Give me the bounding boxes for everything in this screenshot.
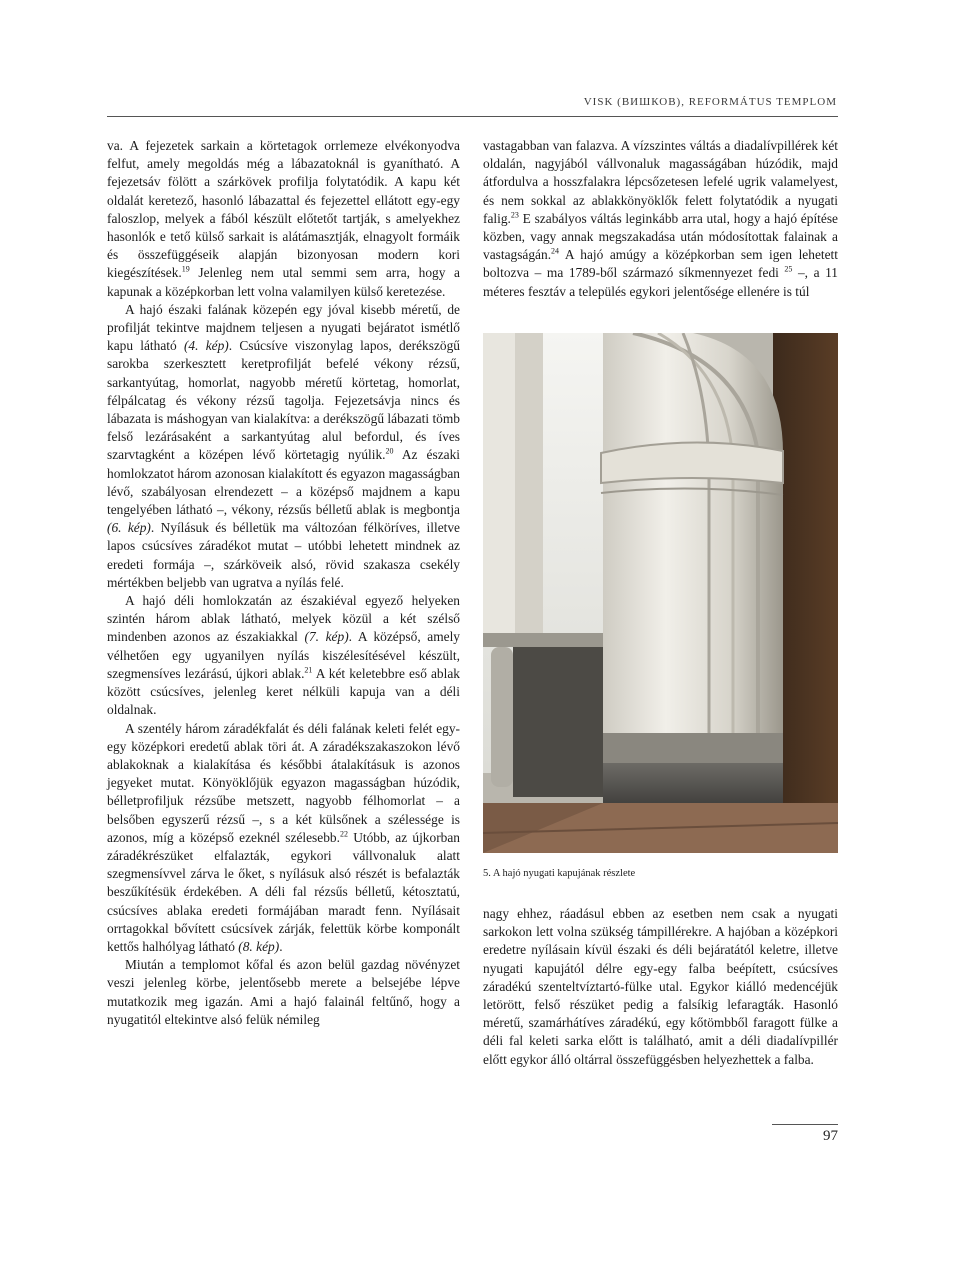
right-column-top bbox=[483, 137, 838, 301]
footnote-ref-19[interactable]: 19 bbox=[181, 264, 190, 274]
paragraph-1: va. A fejezetek sarkain a körtetagok orrlemeze elvékonyodva felfut, amely megoldás még a lábazatoknál is gyanítható. A fejezetsáv fölött a szárkövek profilja folytatódik. A kapu két oldalát keretező, hasonló lábazattal és fejezettel ellátott egy-egy faloszlop, melyek a fából készült előtetőt tartják, s amelyekhez hasonlók e tető külső sarkait is alátámasztják, elnagyolt formáik és összefüggéseik alapján bizonyosan modern kori kiegészítések.$^{19}$ Jelenleg nem utal semmi sem arra, hogy a kapunak a középkorban lett volna valamilyen külső keretezése. bbox=[107, 138, 460, 299]
page-number: 97 bbox=[823, 1128, 838, 1144]
footnote-ref-22[interactable]: 22 bbox=[339, 829, 348, 839]
left-column bbox=[107, 137, 460, 1029]
footnote-ref-25[interactable]: 25 bbox=[784, 264, 793, 274]
footnote-ref-23[interactable]: 23 bbox=[510, 210, 519, 220]
figure-caption: 5. A hajó nyugati kapujának részlete bbox=[483, 868, 636, 879]
figure-ref-8[interactable]: (8. kép) bbox=[238, 938, 280, 954]
footnote-ref-24[interactable]: 24 bbox=[551, 246, 560, 256]
footnote-ref-21[interactable]: 21 bbox=[304, 665, 313, 675]
running-header: VISK (ВИШКОВ), REFORMÁTUS TEMPLOM bbox=[583, 96, 837, 108]
paragraph-5: Miután a templomot kőfal és azon belül gazdag növényzet veszi jelenleg körbe, jelentősebb merete a belsejébe lépve mutatkozik meg igazán. Ami a hajó falainál feltűnő, hogy a nyugatitól eltekintve alsó felük némileg bbox=[107, 957, 460, 1027]
paragraph-4: A szentély három záradékfalát és déli falának keleti felét egy-egy középkori eredetű ablak töri át. A záradékszakaszokon lévő ablakoknak a kialakítása és későbbi átalakításuk is azonos jegyeket mutat. Könyöklőjük egyazon magasságban húzódik, bélletprofiljuk rézsűbe metszett, nagyobb félhomorlat – a belsőben egyszerű rézsű –, s a két külsőnek a szélessége is azonos, míg a középső ezeknél szélesebb.$^{22}$ Utóbb, az újkorban záradékrészüket elfalazták, egykori vállvonaluk alatt szegmensívvel zárva le őket, s nyílásuk alsó részét is befalazták beszűkítésük érdekében. A déli fal rézsűs bélletű, kétosztatú, csúcsíves ablaka eredeti formájában maradt fenn. Nyílásait orrtagokkal bővített csúcsívek zárják, felettük körbe komponált kettős halhólyag látható (8. kép). bbox=[107, 720, 460, 954]
figure-ref-4[interactable]: (4. kép) bbox=[183, 338, 229, 354]
paragraph-2: A hajó északi falának közepén egy jóval kisebb méretű, de profilját tekintve majdnem teljesen a nyugati bejáratot ismétlő kapu látható (4. kép). Csúcsíve viszonylag lapos, derékszögű sarokba szerkesztett keretprofilját befelé vékony rézsű, sarkantyútag, homorlat, nagyobb méretű körtetag, homorlat, félpálcatag és vékony rézsű tagolja. Fejezetsávja nincs és lábazata is máshogyan van kialakítva: a derékszögű lábazati tömb felső lezárásaként a sarkantyútag alul befordul, és íves szarvtagként a középen lévő körtetagig nyúlik.$^{20}$ Az északi homlokzatot három azonosan kialakított és egyazon magasságban lévő, szabályosan elrendezett – a középső majdnem a kapu tengelyében látható –, vékony, rézsűs bélletű ablak is megbontja (6. kép). Nyílásuk és bélletük ma változóan félköríves, illetve lapos csúcsíves záradékot mutat – utóbbi lehetett mindnek az eredeti formája –, szárköveik alsó, rövid szakasza csekély mértékben beljebb van ugratva a nyílás felé. bbox=[107, 301, 460, 590]
figure-ref-6[interactable]: (6. kép) bbox=[107, 520, 151, 536]
paragraph-7: nagy ehhez, ráadásul ebben az esetben nem csak a nyugati sarkokon lett volna szükség támpillérekre. A hajóban a középkori eredetre nyílásain kívül északi és déli bejáratától keletre, illetve nyugati kapujától délre egy-egy falba beépített, csúcsíves záradékú szenteltvíztartó-fülke utal. Egykor kiálló medencéjük letörött, felső részüket pedig a falsíkig lefaragták. Hasonló méretű, szamárhátíves záradékú, egy kőtömbből faragott fülke a déli fal keleti sarka előtt is található, amit a déli diadalívpillér előtt egykor álló oltárral összefüggésben helyezhettek a falba. bbox=[483, 906, 838, 1067]
portal-photo bbox=[483, 333, 838, 853]
portal-illustration bbox=[483, 333, 838, 853]
paragraph-6: vastagabban van falazva. A vízszintes váltás a diadalívpillérek két oldalán, nagyjából vállvonaluk magasságában húzódik, majd átfordulva a hosszfalakra lépcsőzetesen lefelé ugrik valamelyest, és nem sokkal az ablakkönyöklők felett folytatódik a nyugati falig.$^{23}$ E szabályos váltás leginkább arra utal, hogy a hajó építése közben, vagy annak megszakadása után módosítottak falainak a vastagságán.$^{24}$ A hajó amúgy a középkorban sem igen lehetett boltozva – ma 1789-ből származó síkmennyezet fedi $^{25}$ –, a 11 méteres fesztáv a település egykori jelentősége ellenére is túl bbox=[483, 138, 838, 299]
footer-rule bbox=[772, 1124, 838, 1125]
figure-ref-7[interactable]: (7. kép) bbox=[304, 629, 349, 645]
header-rule bbox=[107, 116, 838, 117]
footnote-ref-20[interactable]: 20 bbox=[385, 446, 394, 456]
paragraph-3: A hajó déli homlokzatán az északiéval egyező helyeken szintén három ablak látható, melyek közül a két szélső mindenben azonos az északiakkal (7. kép). A középső, amely vélhetően egy ugyanilyen nyílás kiszélesítésével készült, szegmensíves lezárású, újkori ablak.$^{21}$ A két keletebbre eső ablak között csúcsíves, jelenleg keret nélküli kapuja van a déli oldalnak. bbox=[107, 593, 461, 718]
right-column-bottom bbox=[483, 905, 838, 1069]
